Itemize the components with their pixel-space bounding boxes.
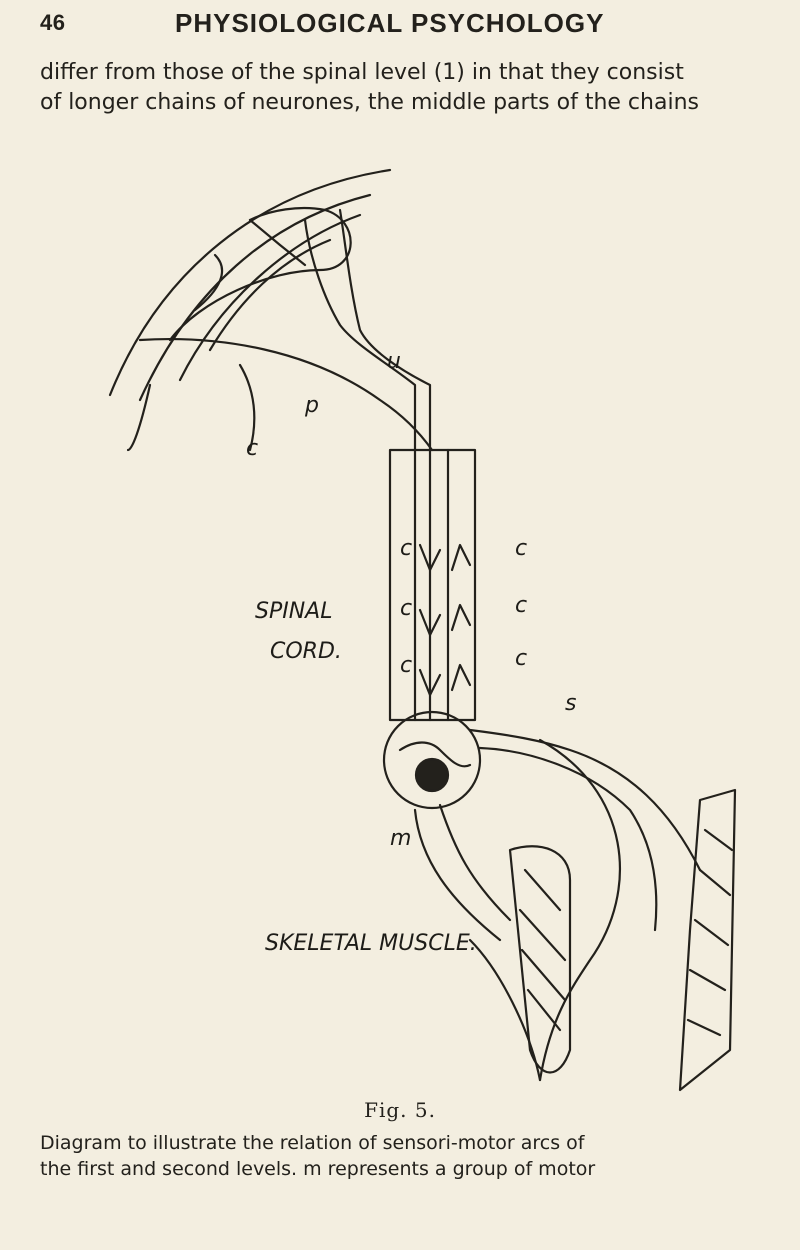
cord-arrow-up-2 — [452, 605, 470, 630]
cortex-neuron-1 — [250, 220, 305, 265]
label-m: m — [390, 826, 412, 851]
spinal-cord-outline — [390, 450, 475, 720]
label-c-left-1: c — [400, 536, 413, 561]
muscle-left-hatch — [520, 870, 565, 1030]
label-s: s — [565, 691, 577, 716]
muscle-left — [510, 846, 570, 1072]
figure-5-diagram — [70, 150, 770, 1100]
label-c-right-2: c — [515, 593, 528, 618]
label-u: u — [387, 349, 401, 374]
u-tract-outer — [340, 210, 430, 450]
cord-arrow-up-3 — [452, 665, 470, 690]
label-c-right-3: c — [515, 646, 528, 671]
motor-cell-group — [416, 759, 448, 791]
sensori-motor-arc-diagram — [70, 150, 770, 1100]
figure-label: Fig. 5. — [364, 1098, 436, 1122]
motor-root-2 — [415, 810, 500, 940]
figure-caption — [40, 1130, 762, 1182]
label-skeletal-muscle: SKELETAL MUSCLE. — [265, 931, 477, 956]
u-tract-inner — [305, 220, 415, 450]
label-spinal: SPINAL — [255, 599, 333, 624]
label-c-left-3: c — [400, 653, 413, 678]
body-line: differ from those of the spinal level (1) in that they consist — [40, 60, 684, 85]
reflex-loop-2 — [470, 940, 540, 1080]
page-number: 46 — [40, 10, 66, 35]
page-header — [40, 6, 760, 42]
label-c-left-2: c — [400, 596, 413, 621]
motor-root — [440, 805, 510, 920]
label-c-top: c — [246, 436, 259, 461]
tract-left — [128, 385, 150, 450]
muscle-right — [680, 790, 735, 1090]
cortex-neuron-2 — [195, 255, 222, 310]
body-paragraph — [40, 58, 762, 118]
running-head: PHYSIOLOGICAL PSYCHOLOGY — [175, 8, 605, 38]
label-p: p — [305, 393, 319, 418]
body-line: of longer chains of neurones, the middle parts of the chains — [40, 90, 699, 115]
caption-line: Diagram to illustrate the relation of sensori-motor arcs of — [40, 1132, 585, 1154]
cord-arrow-up-1 — [452, 545, 470, 570]
label-cord: CORD. — [270, 639, 342, 664]
label-c-right-1: c — [515, 536, 528, 561]
caption-line: the first and second levels. m represents a group of motor — [40, 1158, 596, 1180]
brain-fibre-outer — [110, 170, 390, 395]
sensory-root-2 — [480, 748, 656, 930]
